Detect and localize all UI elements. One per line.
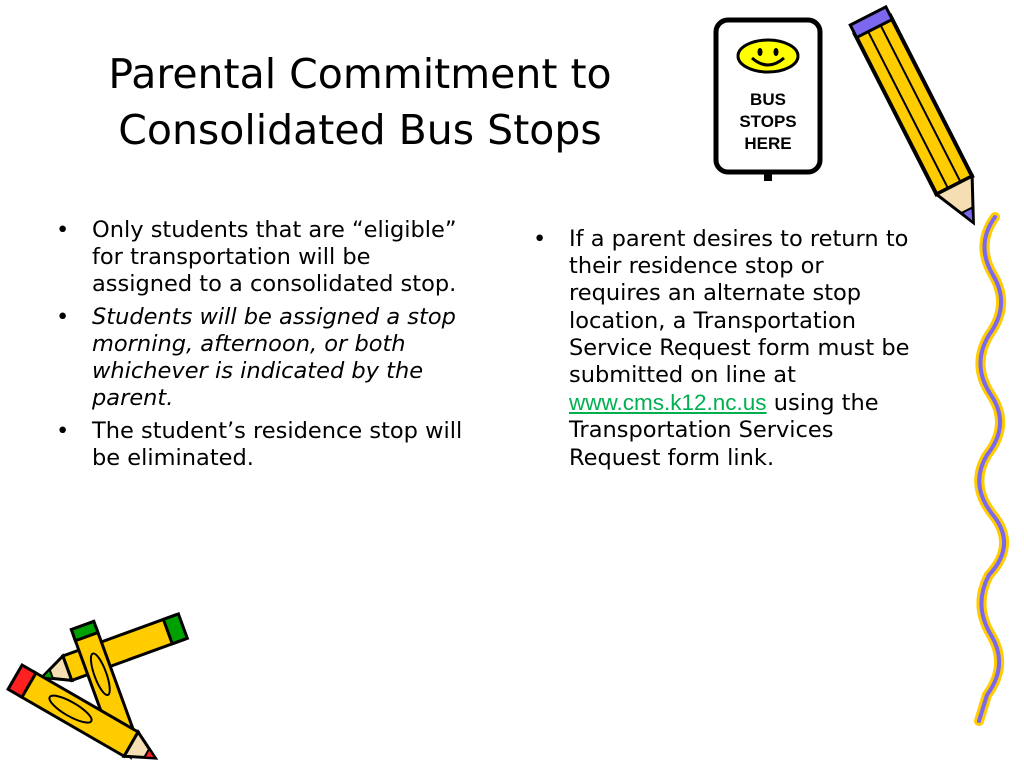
slide-title: Parental Commitment to Consolidated Bus Stops <box>108 50 612 154</box>
sign-line-2: STOPS <box>739 112 797 131</box>
sign-line-1: BUS <box>750 90 786 109</box>
bus-stop-sign-image <box>708 16 828 181</box>
right-bullet-list <box>533 226 913 478</box>
sign-post <box>764 173 772 181</box>
smiley-face-icon <box>738 40 798 72</box>
right-bullet-text-before-link: If a parent desires to return to their residence stop or requires an alternate stop location, a Transportation Service Request form must be submitted on line at <box>569 226 910 389</box>
left-bullet-1: • Only students that are “eligible” for transportation will be assigned to a consolidated stop. <box>56 217 466 298</box>
right-bullet-1 <box>533 226 913 472</box>
sign-line-3: HERE <box>744 134 792 153</box>
left-bullet-3: • The student’s residence stop will be eliminated. <box>56 418 466 472</box>
right-bullet-text-after-link: using the Transportation Services Request form link. <box>569 390 879 471</box>
left-bullet-list <box>56 217 466 478</box>
left-bullet-2: • Students will be assigned a stop morning, afternoon, or both whichever is indicated by the parent. <box>56 304 466 412</box>
squiggle-line-decoration <box>965 215 1015 725</box>
pencil-top-right-icon <box>858 4 1008 244</box>
crossed-pencils-icon <box>0 615 210 765</box>
cms-website-link[interactable]: www.cms.k12.nc.us <box>569 390 767 416</box>
red-pencil <box>8 665 162 768</box>
